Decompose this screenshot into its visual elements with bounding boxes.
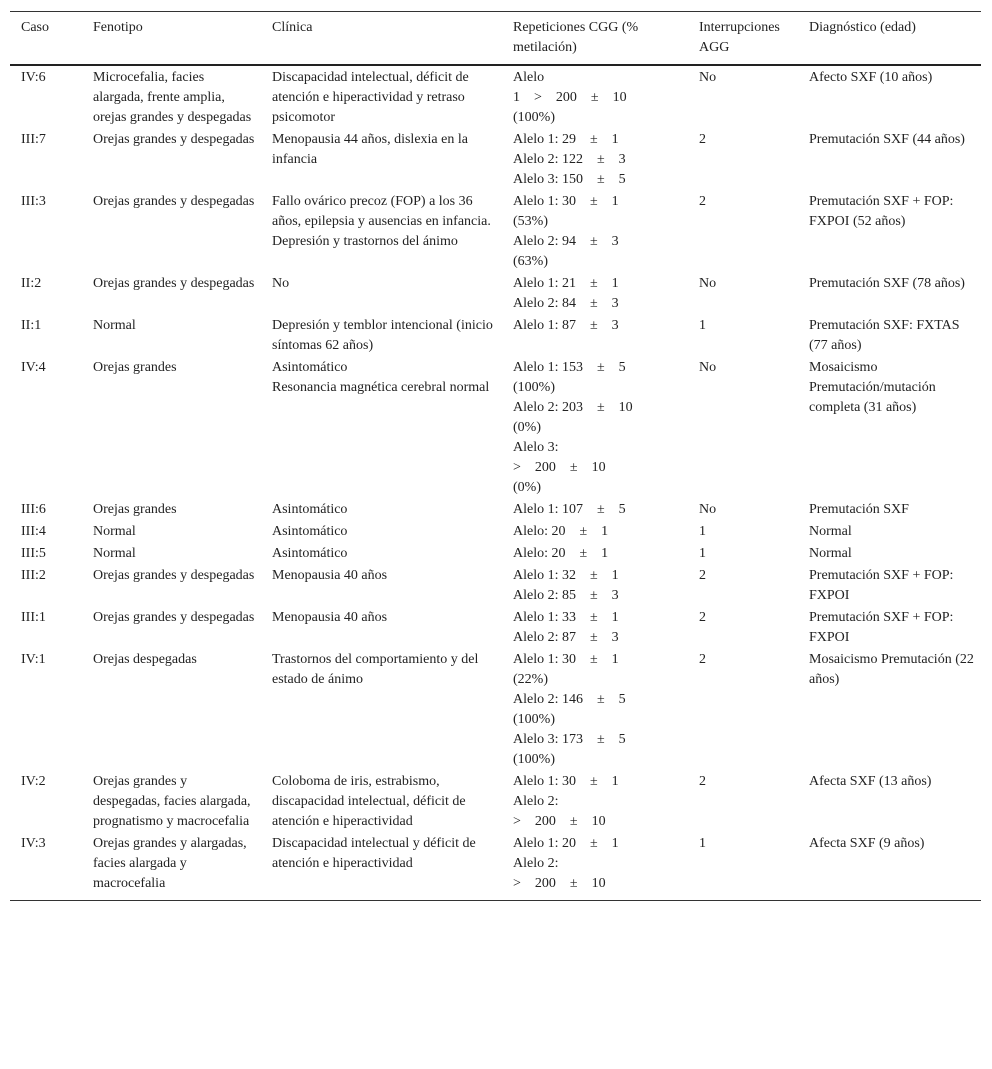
cell-fenotipo: Orejas grandes y despegadas xyxy=(93,194,255,209)
cell-caso: III:7 xyxy=(21,132,46,147)
cgg-line: (100%) xyxy=(513,380,555,395)
results-table-container xyxy=(10,11,981,901)
cell-clinica xyxy=(261,357,502,499)
cell-caso: IV:2 xyxy=(21,774,46,789)
cell-repeticiones-cgg xyxy=(502,315,688,357)
cell-fenotipo: Microcefalia, facies alargada, frente amplia, orejas grandes y despegadas xyxy=(93,70,252,125)
cgg-line: (63%) xyxy=(513,254,548,269)
cell-diagnostico: Premutación SXF + FOP: FXPOI xyxy=(809,610,954,645)
cgg-line: (22%) xyxy=(513,672,548,687)
cell-diagnostico: Mosaicismo Premutación (22 años) xyxy=(809,652,974,687)
cgg-line: Alelo xyxy=(513,70,545,85)
cgg-line: Alelo 1: 153 ± 5 xyxy=(513,360,626,375)
cgg-line: Alelo 1: 21 ± 1 xyxy=(513,276,619,291)
cell-diagnostico: Premutación SXF + FOP: FXPOI xyxy=(809,568,954,603)
cgg-line: Alelo 3: 150 ± 5 xyxy=(513,172,626,187)
cell-repeticiones-cgg xyxy=(502,521,688,543)
cell-fenotipo: Orejas grandes y despegadas xyxy=(93,568,255,583)
table-row xyxy=(10,315,981,357)
cell-repeticiones-cgg xyxy=(502,65,688,129)
cell-clinica xyxy=(261,543,502,565)
cell-clinica xyxy=(261,499,502,521)
cell-interrupciones-agg: No xyxy=(699,276,717,291)
cell-clinica xyxy=(261,833,502,901)
cell-diagnostico: Normal xyxy=(809,546,852,561)
cgg-line: Alelo 1: 30 ± 1 xyxy=(513,652,619,667)
cgg-line: Alelo 2: 84 ± 3 xyxy=(513,296,619,311)
cgg-line: (100%) xyxy=(513,110,555,125)
cell-interrupciones-agg: No xyxy=(699,502,717,517)
cell-diagnostico: Premutación SXF (78 años) xyxy=(809,276,965,291)
clinica-line: No xyxy=(272,276,290,291)
cell-caso: II:2 xyxy=(21,276,42,291)
cell-interrupciones-agg: 1 xyxy=(699,546,706,561)
table-row xyxy=(10,649,981,771)
table-row xyxy=(10,357,981,499)
clinica-line: Depresión y trastornos del ánimo xyxy=(272,234,458,249)
cell-fenotipo: Orejas grandes y despegadas, facies alargada, prognatismo y macrocefalia xyxy=(93,774,251,829)
cgg-line: Alelo 1: 29 ± 1 xyxy=(513,132,619,147)
cgg-line: Alelo 2: xyxy=(513,856,559,871)
table-row xyxy=(10,521,981,543)
cgg-line: Alelo 1: 20 ± 1 xyxy=(513,836,619,851)
cell-diagnostico: Premutación SXF: FXTAS (77 años) xyxy=(809,318,960,353)
cell-caso: IV:4 xyxy=(21,360,46,375)
cell-repeticiones-cgg xyxy=(502,273,688,315)
header-clinica: Clínica xyxy=(261,12,502,66)
clinica-line: Menopausia 44 años, dislexia en la infancia xyxy=(272,132,468,167)
cell-clinica xyxy=(261,771,502,833)
cell-fenotipo: Normal xyxy=(93,546,136,561)
cell-repeticiones-cgg xyxy=(502,357,688,499)
clinica-line: Trastornos del comportamiento y del estado de ánimo xyxy=(272,652,479,687)
cgg-line: Alelo 1: 32 ± 1 xyxy=(513,568,619,583)
header-repeticiones-cgg: Repeticiones CGG (% metilación) xyxy=(502,12,688,66)
clinica-line: Asintomático xyxy=(272,524,348,539)
clinica-line: Discapacidad intelectual y déficit de atención e hiperactividad xyxy=(272,836,476,871)
cell-fenotipo: Orejas grandes y alargadas, facies alargada y macrocefalia xyxy=(82,833,261,901)
cell-fenotipo: Orejas grandes xyxy=(93,502,177,517)
cgg-line: Alelo 1: 30 ± 1 xyxy=(513,774,619,789)
cell-diagnostico: Premutación SXF xyxy=(809,502,909,517)
cgg-line: Alelo 3: 173 ± 5 xyxy=(513,732,626,747)
cgg-line: Alelo: 20 ± 1 xyxy=(513,524,609,539)
cell-caso: III:3 xyxy=(21,194,46,209)
cell-interrupciones-agg: 2 xyxy=(699,774,706,789)
cell-diagnostico: Mosaicismo Premutación/mutación completa (31 años) xyxy=(809,360,936,415)
cell-repeticiones-cgg xyxy=(502,543,688,565)
cell-caso: IV:1 xyxy=(21,652,46,667)
cgg-line: Alelo 2: 87 ± 3 xyxy=(513,630,619,645)
cell-interrupciones-agg: 2 xyxy=(699,652,706,667)
cell-interrupciones-agg: No xyxy=(699,70,717,85)
cell-clinica xyxy=(261,607,502,649)
table-row xyxy=(10,65,981,129)
cell-diagnostico: Afecta SXF (13 años) xyxy=(809,774,932,789)
clinica-line: Menopausia 40 años xyxy=(272,610,388,625)
cgg-line: > 200 ± 10 xyxy=(513,460,606,475)
cgg-line: Alelo 2: xyxy=(513,794,559,809)
cell-clinica xyxy=(261,521,502,543)
cell-interrupciones-agg: 1 xyxy=(699,524,706,539)
cell-repeticiones-cgg xyxy=(502,771,688,833)
cell-interrupciones-agg: 2 xyxy=(699,610,706,625)
clinica-line: Depresión y temblor intencional (inicio síntomas 62 años) xyxy=(272,318,493,353)
cgg-line: (100%) xyxy=(513,712,555,727)
cell-repeticiones-cgg xyxy=(502,649,688,771)
cgg-line: (0%) xyxy=(513,480,541,495)
cell-repeticiones-cgg xyxy=(502,607,688,649)
cell-interrupciones-agg: 1 xyxy=(699,318,706,333)
cell-repeticiones-cgg xyxy=(502,191,688,273)
cell-fenotipo: Normal xyxy=(93,524,136,539)
cgg-line: Alelo 2: 146 ± 5 xyxy=(513,692,626,707)
clinica-line: Menopausia 40 años xyxy=(272,568,388,583)
table-row xyxy=(10,565,981,607)
cell-fenotipo: Orejas grandes y despegadas xyxy=(93,132,255,147)
cell-clinica xyxy=(261,273,502,315)
cgg-line: > 200 ± 10 xyxy=(513,814,606,829)
cell-diagnostico: Premutación SXF (44 años) xyxy=(809,132,965,147)
cell-interrupciones-agg: 2 xyxy=(699,568,706,583)
cell-caso: IV:6 xyxy=(21,70,46,85)
cell-caso: III:5 xyxy=(21,546,46,561)
header-diagnostico: Diagnóstico (edad) xyxy=(798,12,981,66)
cgg-line: Alelo 2: 203 ± 10 xyxy=(513,400,633,415)
cgg-line: Alelo 2: 94 ± 3 xyxy=(513,234,619,249)
cell-clinica xyxy=(261,191,502,273)
cell-fenotipo: Orejas grandes xyxy=(93,360,177,375)
cgg-line: Alelo 1: 30 ± 1 xyxy=(513,194,619,209)
cell-interrupciones-agg: 1 xyxy=(688,833,798,901)
cgg-line: Alelo 2: 85 ± 3 xyxy=(513,588,619,603)
cell-fenotipo: Orejas despegadas xyxy=(93,652,197,667)
cell-fenotipo: Normal xyxy=(93,318,136,333)
cell-fenotipo: Orejas grandes y despegadas xyxy=(93,276,255,291)
cell-repeticiones-cgg xyxy=(502,499,688,521)
cell-clinica xyxy=(261,315,502,357)
header-fenotipo: Fenotipo xyxy=(82,12,261,66)
table-row xyxy=(10,771,981,833)
results-table xyxy=(10,11,981,901)
table-row xyxy=(10,607,981,649)
cell-diagnostico: Afecto SXF (10 años) xyxy=(809,70,933,85)
cell-interrupciones-agg: 2 xyxy=(699,132,706,147)
cell-diagnostico: Premutación SXF + FOP: FXPOI (52 años) xyxy=(809,194,954,229)
table-row xyxy=(10,833,981,901)
cell-caso: III:1 xyxy=(21,610,46,625)
clinica-line: Resonancia magnética cerebral normal xyxy=(272,380,490,395)
table-row xyxy=(10,543,981,565)
cgg-line: (53%) xyxy=(513,214,548,229)
cgg-line: Alelo: 20 ± 1 xyxy=(513,546,609,561)
cgg-line: 1 > 200 ± 10 xyxy=(513,90,627,105)
clinica-line: Asintomático xyxy=(272,546,348,561)
cgg-line: Alelo 1: 87 ± 3 xyxy=(513,318,619,333)
clinica-line: Fallo ovárico precoz (FOP) a los 36 años, epilepsia y ausencias en infancia. xyxy=(272,194,491,229)
cell-caso: II:1 xyxy=(21,318,42,333)
cell-clinica xyxy=(261,565,502,607)
cell-repeticiones-cgg xyxy=(502,833,688,901)
clinica-line: Asintomático xyxy=(272,502,348,517)
table-body xyxy=(10,65,981,901)
cgg-line: Alelo 2: 122 ± 3 xyxy=(513,152,626,167)
cell-caso: III:2 xyxy=(21,568,46,583)
cell-repeticiones-cgg xyxy=(502,129,688,191)
cgg-line: Alelo 1: 33 ± 1 xyxy=(513,610,619,625)
header-interrupciones-agg: Interrupciones AGG xyxy=(688,12,798,66)
cell-repeticiones-cgg xyxy=(502,565,688,607)
cell-clinica xyxy=(261,65,502,129)
cell-diagnostico: Afecta SXF (9 años) xyxy=(798,833,981,901)
clinica-line: Discapacidad intelectual, déficit de atención e hiperactividad y retraso psicomotor xyxy=(272,70,469,125)
cgg-line: Alelo 3: xyxy=(513,440,559,455)
cell-caso: III:6 xyxy=(21,502,46,517)
table-row xyxy=(10,129,981,191)
cell-diagnostico: Normal xyxy=(809,524,852,539)
table-row xyxy=(10,499,981,521)
header-caso: Caso xyxy=(10,12,82,66)
table-row xyxy=(10,273,981,315)
cell-clinica xyxy=(261,129,502,191)
cell-fenotipo: Orejas grandes y despegadas xyxy=(93,610,255,625)
clinica-line: Asintomático xyxy=(272,360,348,375)
cell-caso: III:4 xyxy=(21,524,46,539)
cgg-line: Alelo 1: 107 ± 5 xyxy=(513,502,626,517)
cgg-line: (0%) xyxy=(513,420,541,435)
cell-clinica xyxy=(261,649,502,771)
cell-caso: IV:3 xyxy=(10,833,82,901)
cgg-line: > 200 ± 10 xyxy=(513,876,606,891)
cell-interrupciones-agg: No xyxy=(699,360,717,375)
cell-interrupciones-agg: 2 xyxy=(699,194,706,209)
table-row xyxy=(10,191,981,273)
cgg-line: (100%) xyxy=(513,752,555,767)
clinica-line: Coloboma de iris, estrabismo, discapacidad intelectual, déficit de atención e hiperactividad xyxy=(272,774,466,829)
table-header-row xyxy=(10,12,981,66)
